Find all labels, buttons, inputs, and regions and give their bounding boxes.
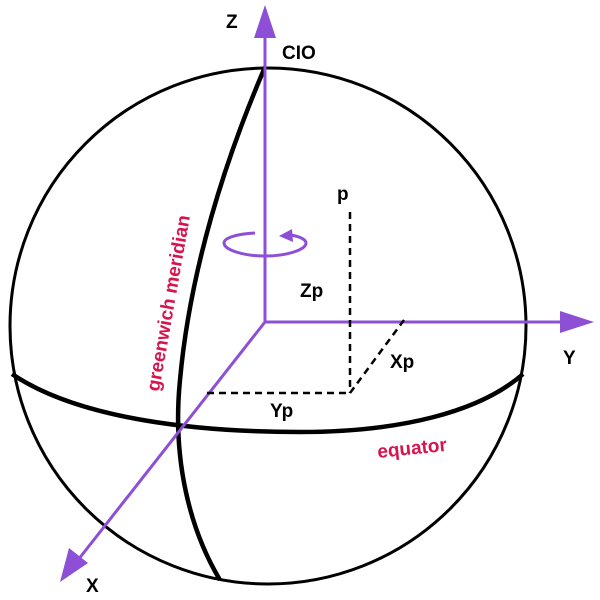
z-axis-label: Z: [226, 12, 238, 33]
cio-label: CIO: [282, 43, 316, 64]
y-axis-arrowhead: [560, 311, 594, 333]
equator-front-line: [12, 374, 523, 432]
equator-label: equator: [376, 434, 448, 463]
y-axis-label: Y: [563, 348, 576, 369]
point-p-label: p: [337, 184, 349, 205]
greenwich-meridian-label: greenwich meridian: [143, 213, 195, 393]
earth-sphere: [10, 68, 526, 584]
yp-label: Yp: [270, 401, 294, 422]
zp-label: Zp: [300, 281, 324, 302]
xp-label: Xp: [390, 352, 415, 373]
x-axis-line: [78, 322, 265, 560]
x-axis-label: X: [86, 576, 99, 597]
z-axis-arrowhead: [254, 5, 276, 38]
